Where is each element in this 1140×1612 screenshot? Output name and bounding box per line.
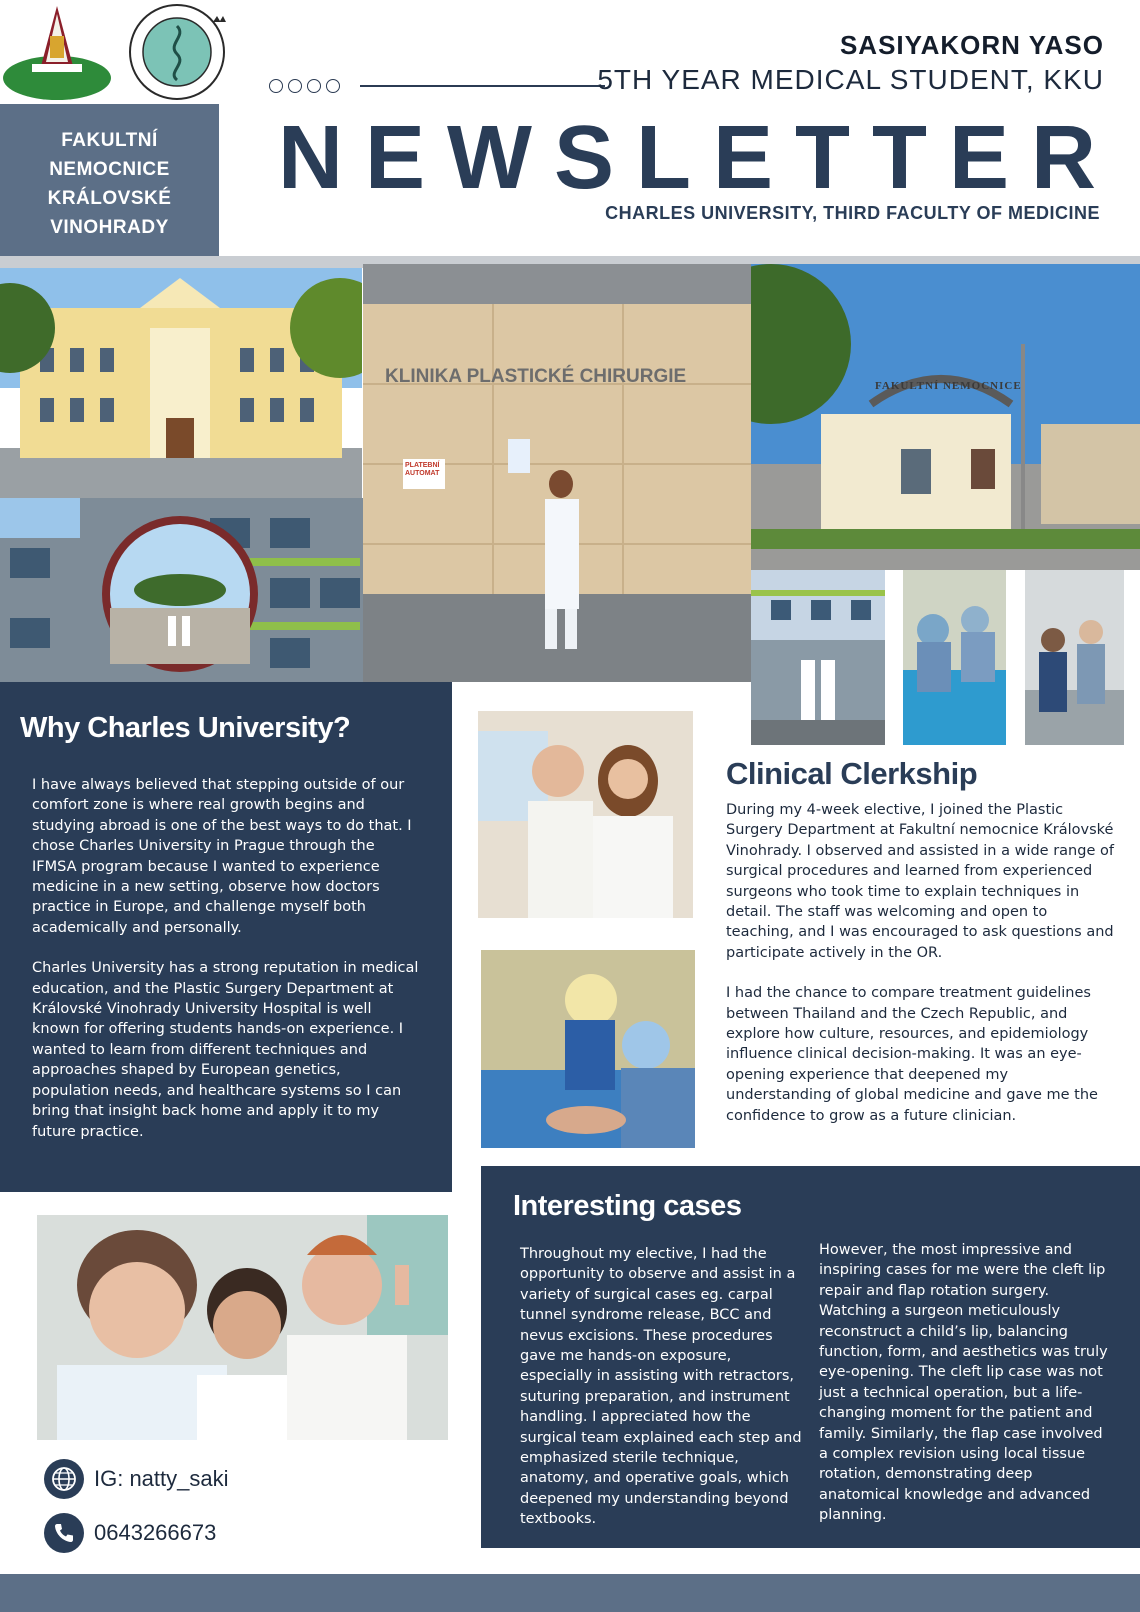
hospital-name-line: FAKULTNÍ (61, 130, 158, 151)
hospital-name-block (0, 104, 219, 256)
phone-number[interactable]: 0643266673 (94, 1520, 217, 1545)
clinic-plaque-text: PLATEBNÍ AUTOMAT (405, 462, 440, 477)
cases-right-column: However, the most impressive and inspiring cases for me were the cleft lip repair and flap rotation surgery. Watching a surgeon meticulously reconstruct a child’s lip, balancing function, form, and aesthetics was truly eye-opening. The cleft lip case was not just a technical operation, but a life-changing moment for the patient and family. Similarly, the flap case involved a complex revision using local tissue rotation, demonstrating deep anatomical knowledge and advanced planning. (819, 1242, 1108, 1524)
globe-icon (44, 1459, 84, 1499)
why-paragraph-1: I have always believed that stepping outside of our comfort zone is where real growth begins and studying abroad is one of the best ways to do that. I chose Charles University in Prague through the IFMSA program because I wanted to experience medicine in a new setting, observe how doctors practice in Europe, and challenge myself both academically and personally. (32, 777, 412, 936)
hospital-name-line: VINOHRADY (50, 217, 169, 238)
photo-group-selfie (37, 1215, 448, 1440)
clinic-sign-text: KLINIKA PLASTICKÉ CHIRURGIE (385, 366, 687, 387)
vinohrady-hospital-logo (123, 0, 231, 104)
photo-surgery-procedure (481, 950, 695, 1148)
photo-operating-room (903, 570, 1006, 745)
author-name: SASIYAKORN YASO (839, 30, 1104, 60)
contact-phone[interactable] (44, 1513, 216, 1553)
cases-left-column: Throughout my elective, I had the opportunity to observe and assist in a variety of surgical cases eg. carpal tunnel syndrome release, BCC and nevus excisions. These procedures gave me hands-on exposure, especially in assisting with retractors, suturing preparation, and instrument handling. I appreciated how the surgical team explained each step and emphasized sterile technique, anatomy, and operative goals, which deepened my understanding beyond textbooks. (520, 1246, 802, 1528)
photo-university-building (0, 268, 362, 498)
photo-with-doctor (478, 711, 693, 918)
clinical-paragraph-2: I had the chance to compare treatment guidelines between Thailand and the Czech Republic, and explore how culture, resources, and epidemiology influence clinical decision-making. It was an eye-opening experience that deepened my understanding of global medicine and gave me the confidence to grow as a future clinician. (726, 985, 1098, 1124)
footer-band (0, 1574, 1140, 1612)
phone-icon (44, 1513, 84, 1553)
contact-instagram[interactable] (44, 1459, 229, 1499)
clinical-heading: Clinical Clerkship (726, 756, 978, 791)
photo-modern-building-mirror (0, 498, 367, 682)
why-heading: Why Charles University? (20, 712, 351, 744)
author-role: 5TH YEAR MEDICAL STUDENT, KKU (597, 64, 1104, 95)
clinical-body (726, 800, 1116, 1146)
newsletter-title: NEWSLETTER (278, 108, 1118, 208)
divider-line (360, 85, 605, 87)
photo-students-with-surgeon (1025, 570, 1124, 745)
newsletter-subtitle: CHARLES UNIVERSITY, THIRD FACULTY OF MEDICINE (605, 203, 1100, 223)
hospital-name-line: NEMOCNICE (49, 159, 170, 180)
why-charles-section (0, 682, 452, 1192)
photo-hospital-gate (751, 264, 1140, 570)
clinical-paragraph-1: During my 4-week elective, I joined the Plastic Surgery Department at Fakultní nemocnice Královské Vinohrady. I observed and assisted in a wide range of surgical procedures and learned from experienced surgeons who took time to explain techniques in detail. The staff was welcoming and open to teaching, and I was encouraged to ask questions and participate actively in the OR. (726, 802, 1114, 961)
photo-students-waving (751, 570, 885, 745)
hospital-name-line: KRÁLOVSKÉ (47, 188, 172, 209)
why-paragraph-2: Charles University has a strong reputation in medical education, and the Plastic Surgery Department at Královské Vinohrady University Hospital is well known for offering students hands-on experience. I wanted to learn from different techniques and approaches shaped by European genetics, population needs, and healthcare systems so I can bring that insight back home and apply it to my future practice. (32, 960, 419, 1140)
decorative-dots (269, 78, 345, 97)
cases-heading: Interesting cases (513, 1190, 742, 1222)
instagram-handle[interactable]: IG: natty_saki (94, 1466, 229, 1491)
photo-plastic-surgery-clinic (363, 264, 751, 682)
gate-sign-text: FAKULTNÍ NEMOCNICE (875, 380, 1022, 392)
kku-medicine-logo (0, 0, 118, 104)
